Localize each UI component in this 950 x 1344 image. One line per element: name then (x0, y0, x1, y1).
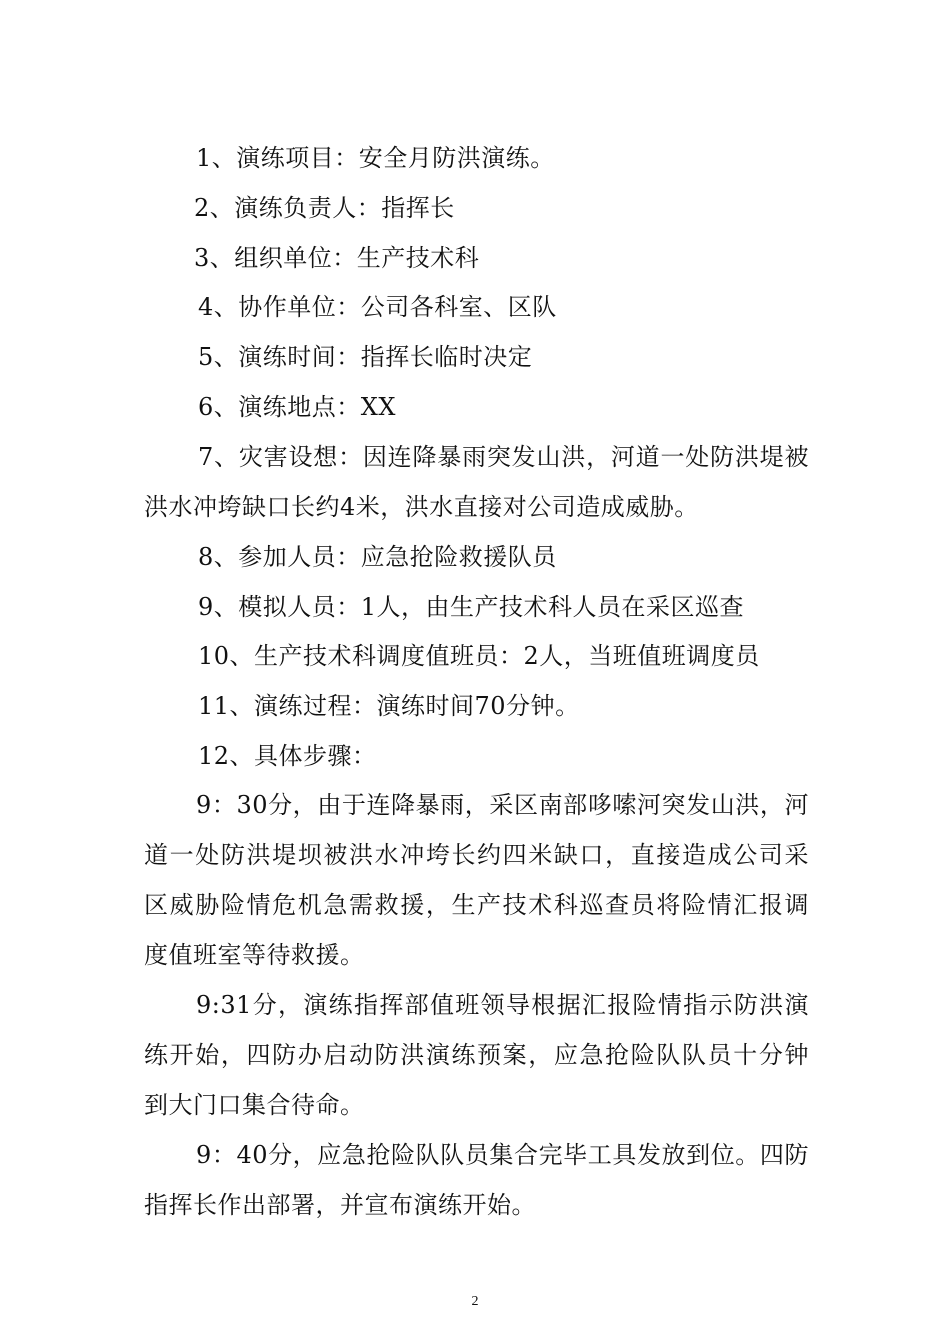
item-drill-process: 11、演练过程：演练时间70分钟。 (198, 692, 580, 720)
item-drill-leader: 2、演练负责人：指挥长 (194, 194, 455, 222)
step-1-line-1: 9：30分，由于连降暴雨，采区南部哆嗦河突发山洪，河 (196, 791, 809, 819)
step-2-line-1: 9:31分，演练指挥部值班领导根据汇报险情指示防洪演 (196, 991, 809, 1019)
item-drill-time: 5、演练时间：指挥长临时决定 (198, 343, 533, 371)
step-3-line-2: 指挥长作出部署，并宣布演练开始。 (144, 1191, 536, 1219)
item-drill-project: 1、演练项目：安全月防洪演练。 (196, 144, 555, 172)
item-participants: 8、参加人员：应急抢险救援队员 (198, 543, 557, 571)
item-dispatch-staff: 10、生产技术科调度值班员：2人，当班值班调度员 (198, 642, 760, 670)
step-2-line-3: 到大门口集合待命。 (144, 1091, 365, 1119)
item-disaster-scenario-cont: 洪水冲垮缺口长约4米，洪水直接对公司造成威胁。 (144, 493, 699, 521)
step-3-line-1: 9：40分，应急抢险队队员集合完毕工具发放到位。四防 (196, 1141, 809, 1169)
item-specific-steps: 12、具体步骤： (198, 742, 377, 770)
item-simulated-personnel: 9、模拟人员：1人，由生产技术科人员在采区巡查 (198, 593, 745, 621)
item-disaster-scenario: 7、灾害设想：因连降暴雨突发山洪，河道一处防洪堤被 (198, 443, 809, 471)
page-number: 2 (471, 1294, 479, 1309)
step-1-line-2: 道一处防洪堤坝被洪水冲垮长约四米缺口，直接造成公司采 (144, 841, 809, 869)
item-organizer: 3、组织单位：生产技术科 (194, 244, 480, 272)
item-cooperating-units: 4、协作单位：公司各科室、区队 (198, 293, 557, 321)
step-1-line-3: 区威胁险情危机急需救援，生产技术科巡查员将险情汇报调 (144, 891, 809, 919)
item-drill-location: 6、演练地点：XX (198, 393, 396, 421)
step-1-line-4: 度值班室等待救援。 (144, 941, 365, 969)
step-2-line-2: 练开始，四防办启动防洪演练预案，应急抢险队队员十分钟 (144, 1041, 809, 1069)
